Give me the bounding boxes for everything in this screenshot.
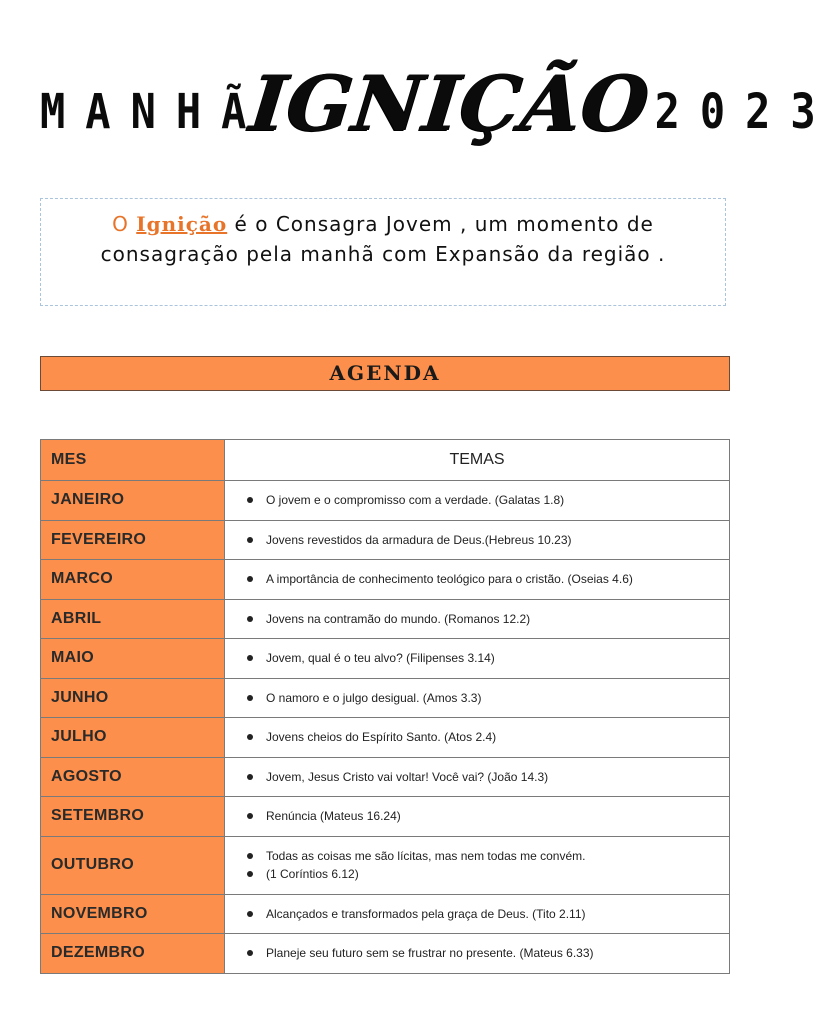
ignicao-link[interactable]: Ignição <box>136 212 228 236</box>
topic-item <box>247 570 729 588</box>
month-cell: ABRIL <box>41 599 225 639</box>
bullet-icon <box>247 537 253 543</box>
month-cell: JANEIRO <box>41 481 225 521</box>
topic-item <box>247 728 729 746</box>
topic-item <box>247 531 729 549</box>
table-row <box>41 560 730 600</box>
month-cell: SETEMBRO <box>41 797 225 837</box>
topic-text: A importância de conhecimento teológico para o cristão. (Oseias 4.6) <box>266 572 633 587</box>
topic-cell <box>225 836 730 894</box>
table-row <box>41 934 730 974</box>
topic-item <box>247 649 729 667</box>
topic-item <box>247 807 729 825</box>
bullet-icon <box>247 616 253 622</box>
topic-cell <box>225 757 730 797</box>
topic-cell <box>225 894 730 934</box>
month-cell: MARCO <box>41 560 225 600</box>
topic-cell <box>225 797 730 837</box>
table-header-row <box>41 440 730 481</box>
month-cell: MAIO <box>41 639 225 679</box>
topic-text: Jovem, Jesus Cristo vai voltar! Você vai? (João 14.3) <box>266 769 549 784</box>
bullet-icon <box>247 950 253 956</box>
intro-text-1: é o Consagra Jovem , um momento de <box>227 212 654 236</box>
topic-item <box>247 944 729 962</box>
month-cell: JULHO <box>41 718 225 758</box>
bullet-icon <box>247 911 253 917</box>
bullet-icon <box>247 655 253 661</box>
month-cell: OUTUBRO <box>41 836 225 894</box>
col-header-topics: TEMAS <box>225 440 730 481</box>
bullet-icon <box>247 734 253 740</box>
topic-cell <box>225 639 730 679</box>
topic-text: O jovem e o compromisso com a verdade. (Galatas 1.8) <box>266 493 565 508</box>
topic-cell <box>225 934 730 974</box>
intro-o: O <box>112 212 129 236</box>
month-cell: DEZEMBRO <box>41 934 225 974</box>
intro-line-1 <box>41 209 725 239</box>
bullet-icon <box>247 813 253 819</box>
table-row <box>41 639 730 679</box>
table-row <box>41 481 730 521</box>
page-title <box>40 56 836 166</box>
topic-text: Renúncia (Mateus 16.24) <box>266 809 401 824</box>
bullet-icon <box>247 695 253 701</box>
bullet-icon <box>247 871 253 877</box>
topic-cell <box>225 481 730 521</box>
table-row <box>41 718 730 758</box>
topic-cell <box>225 560 730 600</box>
intro-box <box>40 198 726 306</box>
topic-text: Jovens revestidos da armadura de Deus.(Hebreus 10.23) <box>266 532 572 547</box>
topic-text: Planeje seu futuro sem se frustrar no presente. (Mateus 6.33) <box>266 946 594 961</box>
month-cell: FEVEREIRO <box>41 520 225 560</box>
intro-line-2: consagração pela manhã com Expansão da região . <box>100 242 666 266</box>
agenda-table <box>40 439 730 974</box>
topic-item <box>247 610 729 628</box>
topic-item <box>247 491 729 509</box>
col-header-month: MES <box>41 440 225 481</box>
bullet-icon <box>247 576 253 582</box>
topic-text: Jovens cheios do Espírito Santo. (Atos 2.4) <box>266 730 497 745</box>
topic-text: Todas as coisas me são lícitas, mas nem todas me convém. <box>266 849 586 863</box>
topic-text: Alcançados e transformados pela graça de Deus. (Tito 2.11) <box>266 906 586 921</box>
topic-cell <box>225 599 730 639</box>
bullet-icon <box>247 774 253 780</box>
table-row <box>41 520 730 560</box>
bullet-icon <box>247 853 253 859</box>
topic-item <box>247 865 729 883</box>
table-row <box>41 836 730 894</box>
topic-cell <box>225 520 730 560</box>
topic-text: O namoro e o julgo desigual. (Amos 3.3) <box>266 690 482 705</box>
topic-text: (1 Coríntios 6.12) <box>266 867 359 881</box>
topic-item <box>247 689 729 707</box>
table-row <box>41 678 730 718</box>
topic-text: Jovens na contramão do mundo. (Romanos 12.2) <box>266 611 531 626</box>
agenda-heading: AGENDA <box>40 356 730 391</box>
month-cell: JUNHO <box>41 678 225 718</box>
month-cell: NOVEMBRO <box>41 894 225 934</box>
table-row <box>41 599 730 639</box>
topic-cell <box>225 678 730 718</box>
topic-text: Jovem, qual é o teu alvo? (Filipenses 3.14) <box>266 651 495 666</box>
bullet-icon <box>247 497 253 503</box>
topic-cell <box>225 718 730 758</box>
table-row <box>41 894 730 934</box>
title-ignicao: IGNIÇÃO <box>246 58 655 148</box>
topic-item <box>247 768 729 786</box>
table-row <box>41 757 730 797</box>
title-year: 2023 <box>654 82 836 140</box>
topic-item <box>247 847 729 865</box>
table-row <box>41 797 730 837</box>
topic-item <box>247 905 729 923</box>
month-cell: AGOSTO <box>41 757 225 797</box>
title-manha: MANHÃ <box>40 82 267 140</box>
